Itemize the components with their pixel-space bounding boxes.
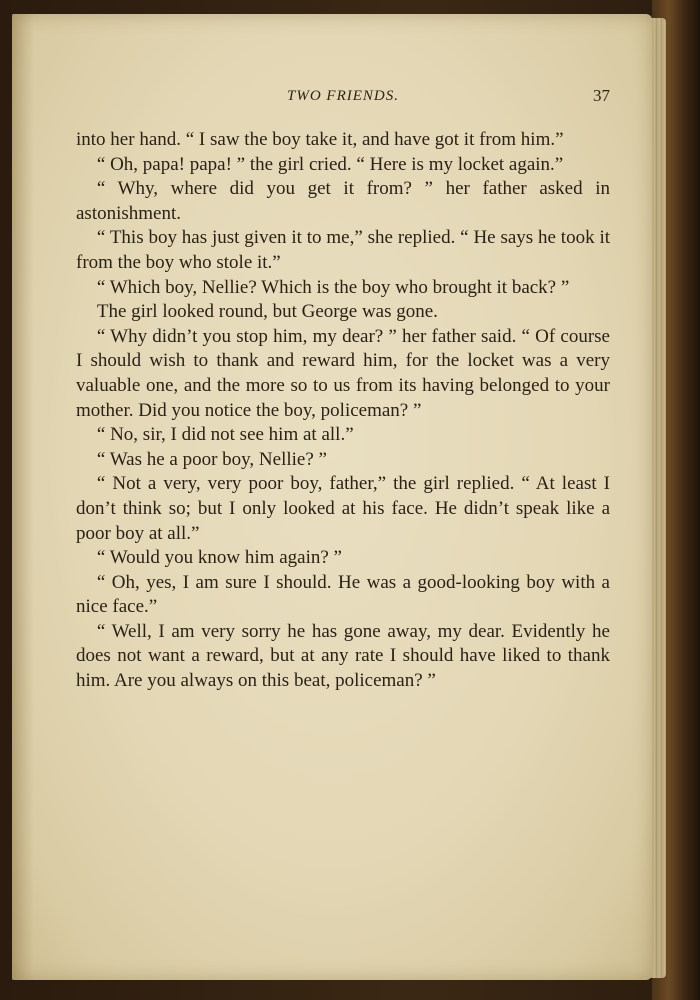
paragraph: “ Which boy, Nellie? Which is the boy who brought it back? ”: [96, 276, 570, 298]
paragraph: “ Why didn’t you stop him, my dear? ” her father said. “ Of course I should wish to thank and reward him, for the locket was a very valuable one, and the more so to us from its having belonged to your mother. Did you notice the boy, policeman? ”: [76, 325, 610, 421]
paragraph: “ Why, where did you get it from? ” her father asked in astonishment.: [76, 178, 610, 224]
paragraph: “ Was he a poor boy, Nellie? ”: [96, 448, 327, 470]
paragraph: “ Well, I am very sorry he has gone away, my dear. Evidently he does not want a reward, but at any rate I should have liked to thank him. Are you always on this beat, policeman? ”: [76, 620, 610, 692]
paragraph: The girl looked round, but George was gone.: [96, 301, 438, 323]
paragraph: “ Would you know him again? ”: [96, 547, 342, 569]
paragraph: “ Oh, papa! papa! ” the girl cried. “ Here is my locket again.”: [96, 153, 564, 175]
gutter-shadow: [12, 14, 34, 980]
paragraph: “ This boy has just given it to me,” she replied. “ He says he took it from the boy who stole it.”: [76, 227, 610, 273]
paragraph: “ No, sir, I did not see him at all.”: [96, 424, 354, 446]
body-text: [76, 128, 610, 694]
running-title: TWO FRIENDS.: [287, 88, 399, 104]
page-header: [76, 86, 610, 110]
paragraph: “ Oh, yes, I am sure I should. He was a good-looking boy with a nice face.”: [76, 571, 610, 618]
paragraph: “ Not a very, very poor boy, father,” the girl replied. “ At least I don’t think so; but I only looked at his face. He didn’t speak like a poor boy at all.”: [76, 473, 610, 544]
paragraph: into her hand. “ I saw the boy take it, and have got it from him.”: [76, 129, 564, 150]
page-number: 37: [593, 86, 610, 105]
